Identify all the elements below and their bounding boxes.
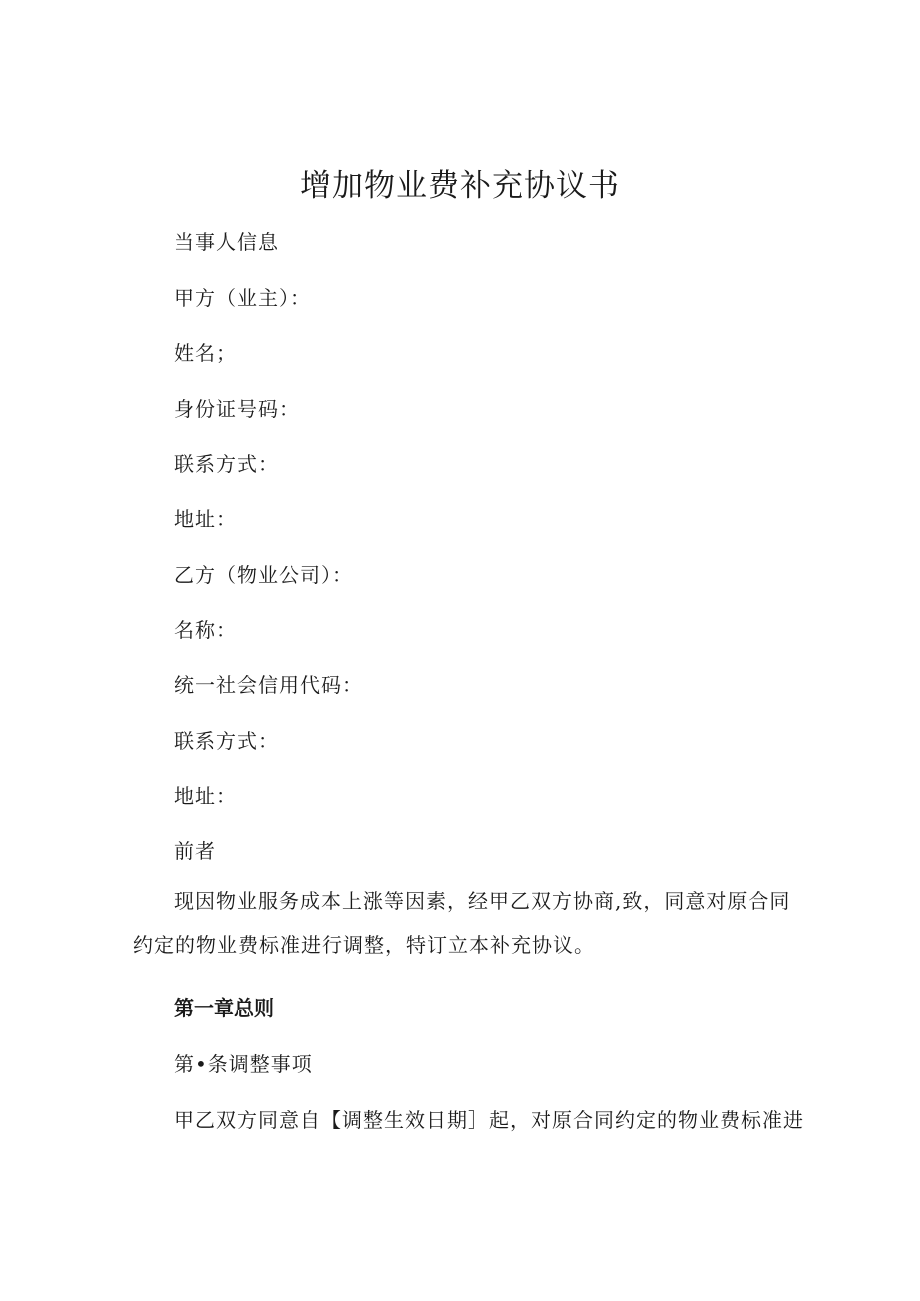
document-title: 增加物业费补充协议书 (300, 168, 620, 204)
party-b-name-label: 名称： (174, 618, 237, 642)
chapter-1-heading: 第一章总则 (174, 996, 274, 1020)
party-a-address-label: 地址： (174, 507, 237, 531)
party-info-label: 当事人信息 (174, 230, 279, 254)
party-b-contact-label: 联系方式： (174, 729, 279, 753)
party-a-id-label: 身份证号码： (174, 397, 300, 421)
party-b-heading: 乙方（物业公司）： (174, 563, 353, 587)
preamble-label: 前者 (174, 839, 216, 863)
party-b-credit-code-label: 统一社会信用代码： (174, 673, 363, 697)
party-a-contact-label: 联系方式： (174, 452, 279, 476)
preamble-paragraph: 现因物业服务成本上涨等因素，经甲乙双方协商,致，同意对原合同约定的物业费标准进行调整，特订立本补充协议。 (133, 889, 791, 957)
article-1-text: 甲乙双方同意自【调整生效日期］起，对原合同约定的物业费标准进 (174, 1108, 804, 1132)
article-1-title: 第•条调整事项 (174, 1052, 313, 1076)
party-b-address-label: 地址： (174, 784, 237, 808)
party-a-name-label: 姓名； (174, 341, 237, 365)
party-a-heading: 甲方（业主）： (174, 286, 311, 310)
